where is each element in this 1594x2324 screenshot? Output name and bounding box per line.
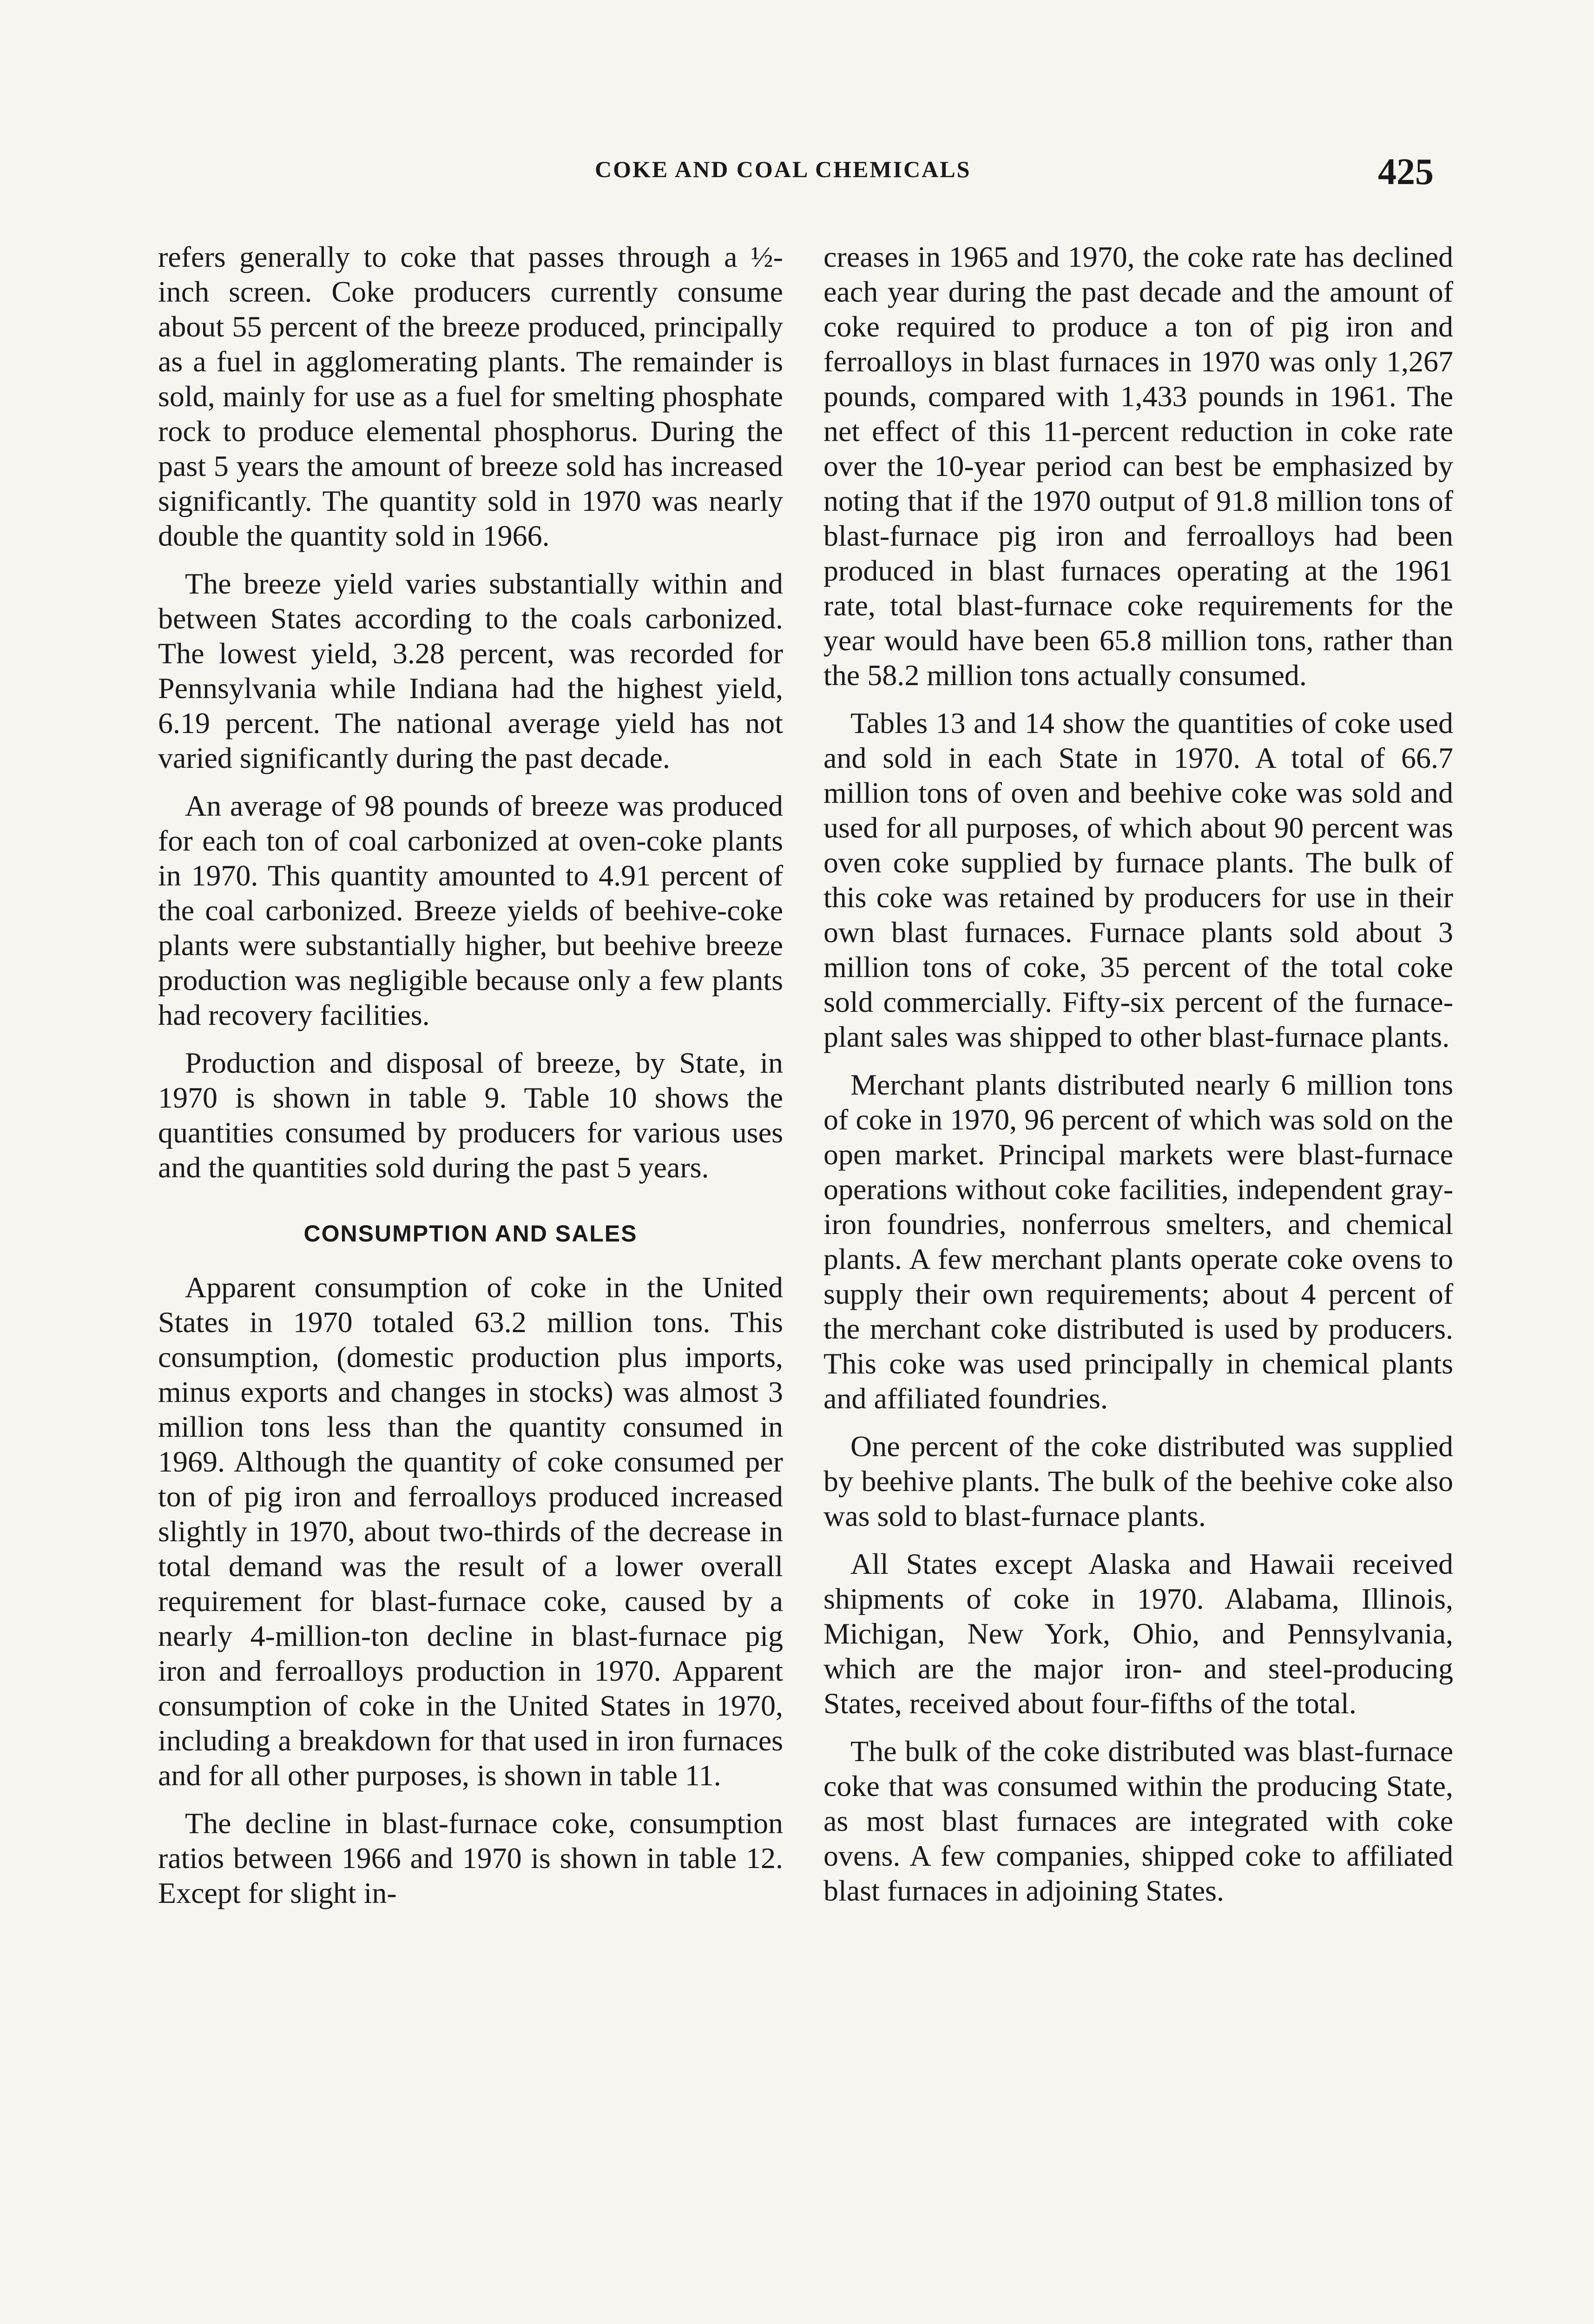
- paragraph-blast-furnace-coke: The bulk of the coke distributed was blast-furnace coke that was consumed within the producing State, as most blast furnaces are integrated with coke ovens. A few companies, shipped coke to affiliated blast furnaces in adjoining States.: [823, 1735, 1453, 1907]
- paragraph-breeze-average: An average of 98 pounds of breeze was produced for each ton of coal carbonized at oven-coke plants in 1970. This quantity amounted to 4.91 percent of the coal carbonized. Breeze yields of beehive-coke plants were substantially higher, but beehive breeze production was negligible because only a few plants had recovery facilities.: [158, 789, 783, 1031]
- paragraph-state-shipments: All States except Alaska and Hawaii received shipments of coke in 1970. Alabama, Illinois, Michigan, New York, Ohio, and Pennsylvania, which are the major iron- and steel-producing States, received about four-fifths of the total.: [823, 1547, 1453, 1720]
- paragraph-coke-rate: creases in 1965 and 1970, the coke rate has declined each year during the past decade and the amount of coke required to produce a ton of pig iron and ferroalloys in blast furnaces in 1970 was only 1,267 pounds, compared with 1,433 pounds in 1961. The net effect of this 11-percent reduction in coke rate over the 10-year period can best be emphasized by noting that if the 1970 output of 91.8 million tons of blast-furnace pig iron and ferroalloys had been produced in blast furnaces operating at the 1961 rate, total blast-furnace coke requirements for the year would have been 65.8 million tons, rather than the 58.2 million tons actually consumed.: [823, 240, 1453, 692]
- paragraph-breeze-definition: refers generally to coke that passes through a ½-inch screen. Coke producers currently consume about 55 percent of the breeze produced, principally as a fuel in agglomerating plants. The remainder is sold, mainly for use as a fuel for smelting phosphate rock to produce elemental phosphorus. During the past 5 years the amount of breeze sold has increased significantly. The quantity sold in 1970 was nearly double the quantity sold in 1966.: [158, 240, 783, 552]
- left-column: [158, 239, 783, 1923]
- running-header: [0, 151, 1594, 207]
- right-column: [823, 239, 1453, 1921]
- paragraph-breeze-disposal: Production and disposal of breeze, by State, in 1970 is shown in table 9. Table 10 shows the quantities consumed by producers for various uses and the quantities sold during the past 5 years.: [158, 1046, 783, 1184]
- paragraph-apparent-consumption: Apparent consumption of coke in the United States in 1970 totaled 63.2 million tons. This consumption, (domestic production plus imports, minus exports and changes in stocks) was almost 3 million tons less than the quantity consumed in 1969. Although the quantity of coke consumed per ton of pig iron and ferroalloys produced increased slightly in 1970, about two-thirds of the decrease in total demand was the result of a lower overall requirement for blast-furnace coke, caused by a nearly 4-million-ton decline in blast-furnace pig iron and ferroalloys production in 1970. Apparent consumption of coke in the United States in 1970, including a breakdown for that used in iron furnaces and for all other purposes, is shown in table 11.: [158, 1271, 783, 1792]
- page-number: 425: [1378, 152, 1434, 192]
- paragraph-merchant-plants: Merchant plants distributed nearly 6 million tons of coke in 1970, 96 percent of which was sold on the open market. Principal markets were blast-furnace operations without coke facilities, independent gray-iron foundries, nonferrous smelters, and chemical plants. A few merchant plants operate coke ovens to supply their own requirements; about 4 percent of the merchant coke distributed is used by producers. This coke was used principally in chemical plants and affiliated foundries.: [823, 1068, 1453, 1415]
- section-heading-consumption-and-sales: CONSUMPTION AND SALES: [303, 1221, 638, 1247]
- paragraph-beehive-plants: One percent of the coke distributed was supplied by beehive plants. The bulk of the beehive coke also was sold to blast-furnace plants.: [823, 1430, 1453, 1532]
- paragraph-breeze-yield: The breeze yield varies substantially within and between States according to the coals carbonized. The lowest yield, 3.28 percent, was recorded for Pennsylvania while Indiana had the highest yield, 6.19 percent. The national average yield has not varied significantly during the past decade.: [158, 567, 783, 774]
- paragraph-consumption-ratios: The decline in blast-furnace coke, consumption ratios between 1966 and 1970 is shown in table 12. Except for slight in-: [158, 1807, 783, 1909]
- running-title: COKE AND COAL CHEMICALS: [595, 156, 971, 182]
- paragraph-coke-used-and-sold: Tables 13 and 14 show the quantities of coke used and sold in each State in 1970. A total of 66.7 million tons of oven and beehive coke was sold and used for all purposes, of which about 90 percent was oven coke supplied by furnace plants. The bulk of this coke was retained by producers for use in their own blast furnaces. Furnace plants sold about 3 million tons of coke, 35 percent of the total coke sold commercially. Fifty-six percent of the furnace-plant sales was shipped to other blast-furnace plants.: [823, 706, 1453, 1053]
